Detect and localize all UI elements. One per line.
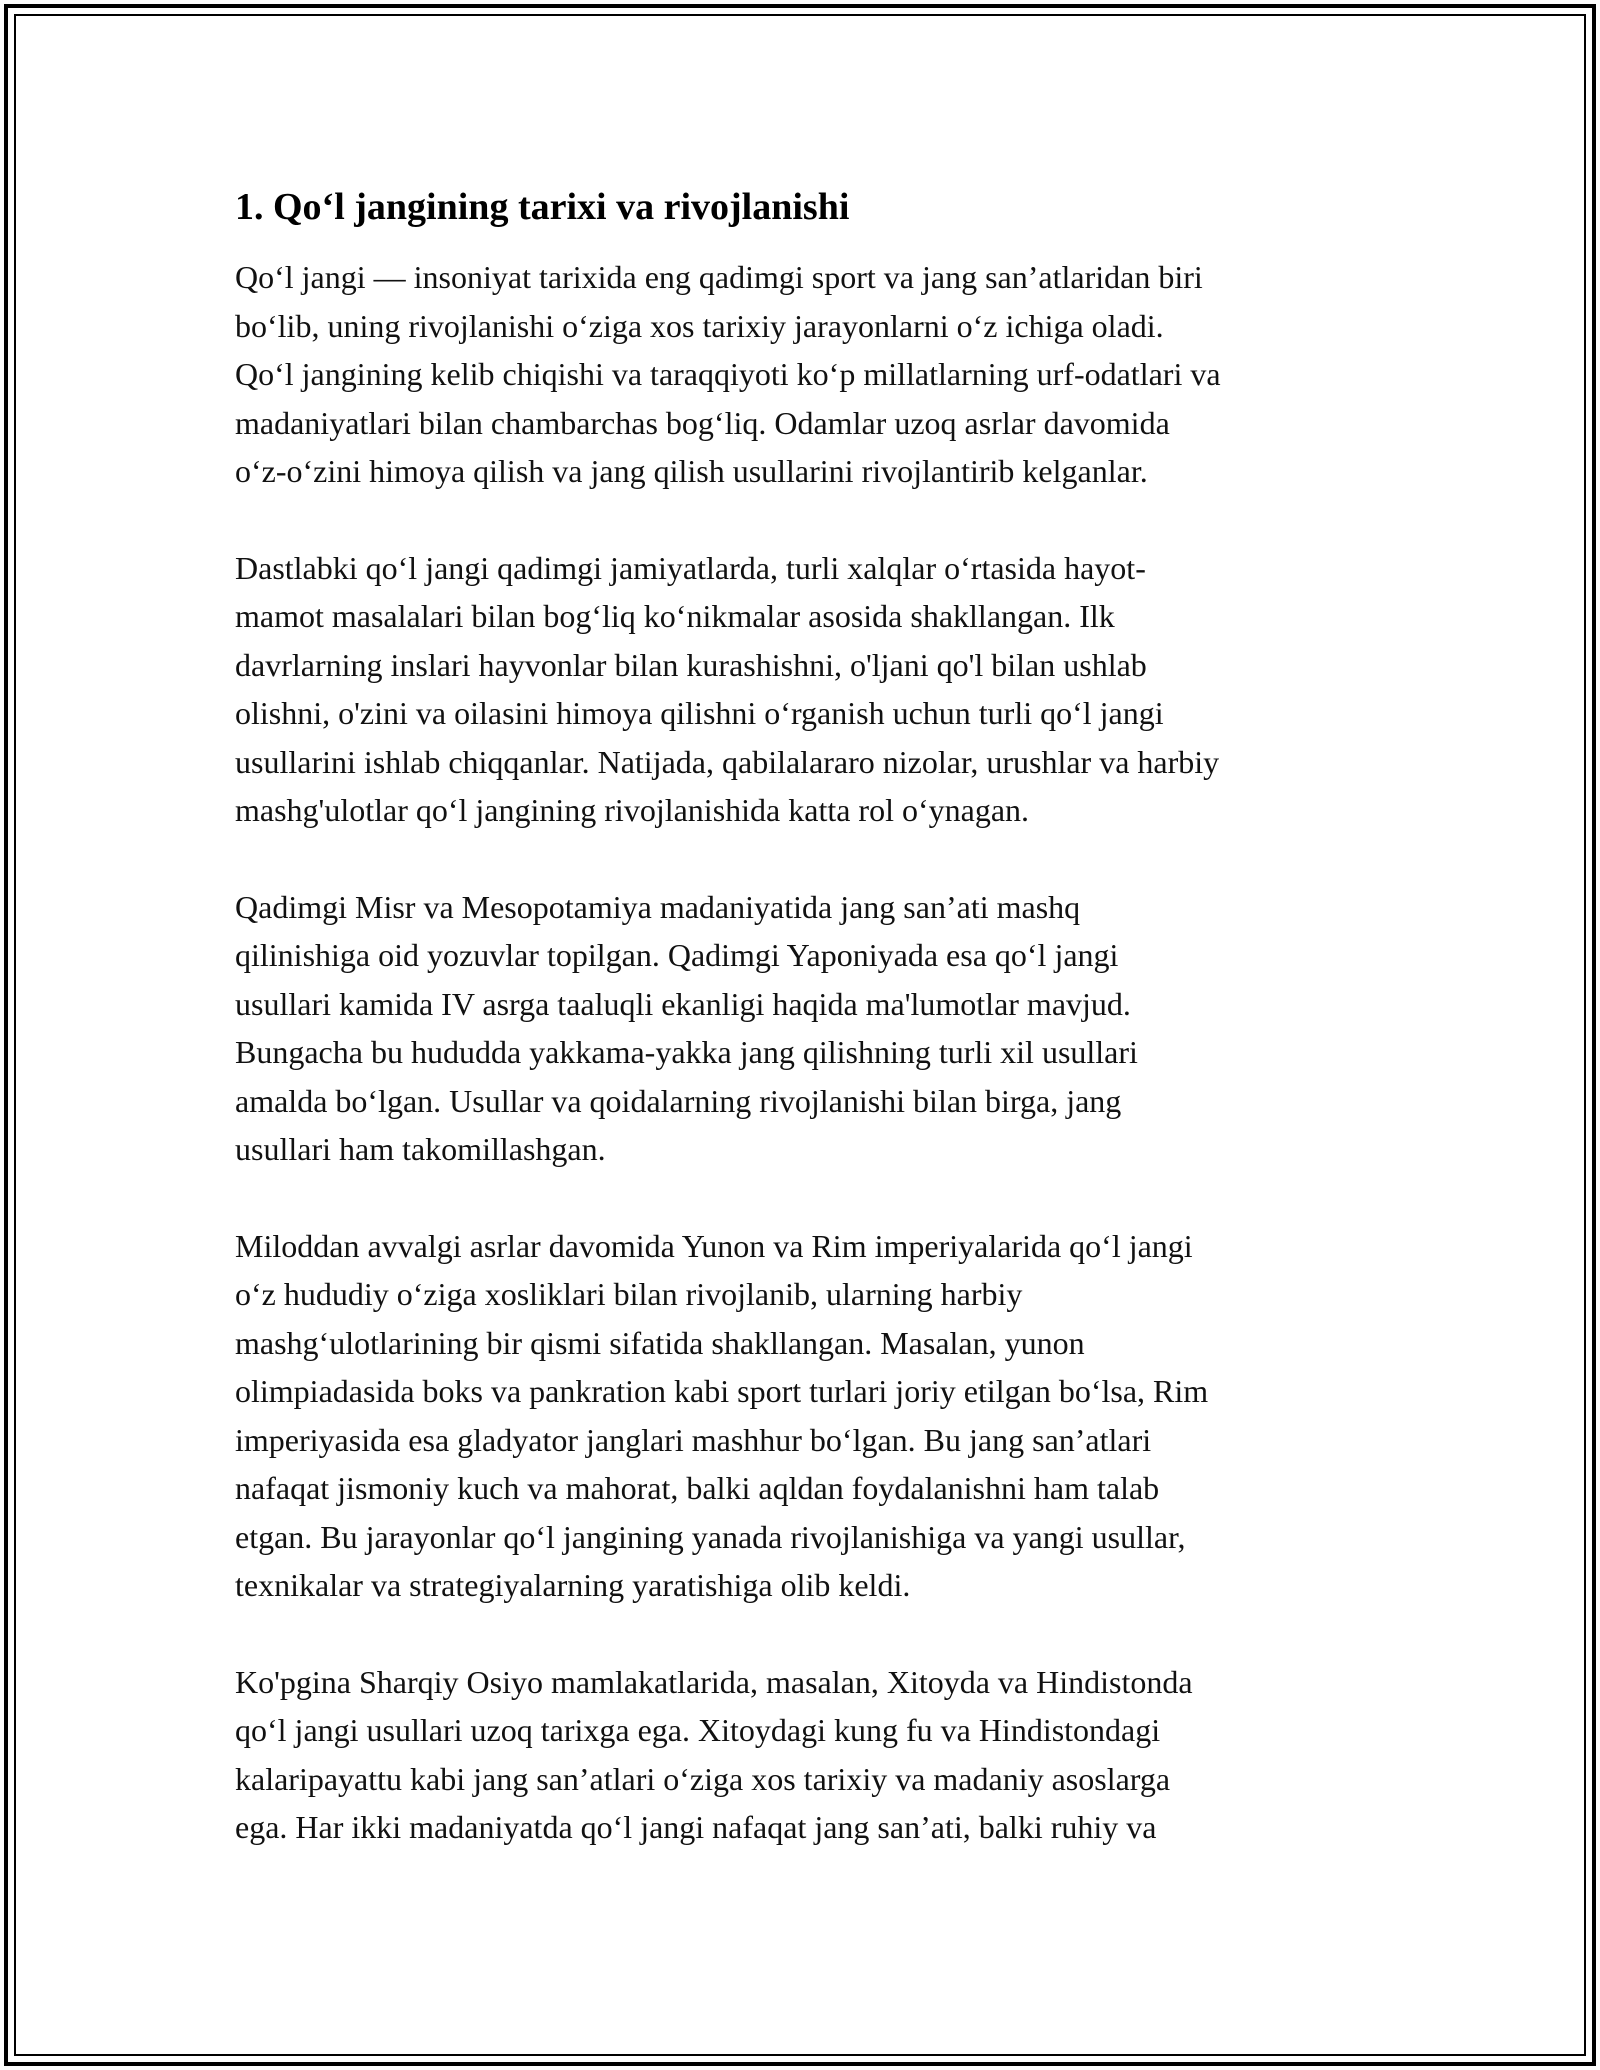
text-line: mashg'ulotlar qo‘l jangining rivojlanishida katta rol o‘ynagan. xyxy=(235,792,1030,828)
text-line: olimpiadasida boks va pankration kabi sport turlari joriy etilgan bo‘lsa, Rim xyxy=(235,1373,1209,1409)
text-line: usullari ham takomillashgan. xyxy=(235,1131,606,1167)
text-line: usullarini ishlab chiqqanlar. Natijada, qabilalararo nizolar, urushlar va harbiy xyxy=(235,743,1220,780)
document-body xyxy=(235,183,1385,1900)
text-line: mashg‘ulotlarining bir qismi sifatida shakllangan. Masalan, yunon xyxy=(235,1324,1085,1361)
text-line: qo‘l jangi usullari uzoq tarixga ega. Xitoydagi kung fu va Hindistondagi xyxy=(235,1712,1161,1748)
text-line: Bungacha bu hududda yakkama-yakka jang qilishning turli xil usullari xyxy=(235,1034,1138,1070)
text-line: qilinishiga oid yozuvlar topilgan. Qadimgi Yaponiyada esa qo‘l jangi xyxy=(235,937,1119,973)
text-line: amalda bo‘lgan. Usullar va qoidalarning rivojlanishi bilan birga, jang xyxy=(235,1082,1122,1119)
paragraph-5 xyxy=(235,1658,1385,1852)
text-line: o‘z hududiy o‘ziga xosliklari bilan rivojlanib, ularning harbiy xyxy=(235,1276,1023,1312)
text-line: usullari kamida IV asrga taaluqli ekanligi haqida ma'lumotlar mavjud. xyxy=(235,985,1131,1022)
text-line: davrlarning inslari hayvonlar bilan kurashishni, o'ljani qo'l bilan ushlab xyxy=(235,646,1147,683)
text-line: ega. Har ikki madaniyatda qo‘l jangi nafaqat jang san’ati, balki ruhiy va xyxy=(235,1809,1157,1845)
text-line: madaniyatlari bilan chambarchas bog‘liq. Odamlar uzoq asrlar davomida xyxy=(235,404,1170,441)
text-line: Miloddan avvalgi asrlar davomida Yunon va Rim imperiyalarida qo‘l jangi xyxy=(235,1227,1193,1264)
text-line: Qo‘l jangi — insoniyat tarixida eng qadimgi sport va jang san’atlaridan biri xyxy=(235,259,1203,295)
text-line: imperiyasida esa gladyator janglari mashhur bo‘lgan. Bu jang san’atlari xyxy=(235,1421,1152,1458)
text-line: mamot masalalari bilan bog‘liq ko‘nikmalar asosida shakllangan. Ilk xyxy=(235,598,1115,634)
text-line: Dastlabki qo‘l jangi qadimgi jamiyatlarda, turli xalqlar o‘rtasida hayot- xyxy=(235,549,1146,586)
text-line: etgan. Bu jarayonlar qo‘l jangining yanada rivojlanishiga va yangi usullar, xyxy=(235,1518,1186,1555)
text-line: Ko'pgina Sharqiy Osiyo mamlakatlarida, masalan, Xitoyda va Hindistonda xyxy=(235,1663,1193,1700)
text-line: nafaqat jismoniy kuch va mahorat, balki aqldan foydalanishni ham talab xyxy=(235,1470,1160,1506)
text-line: kalaripayattu kabi jang san’atlari o‘ziga xos tarixiy va madaniy asoslarga xyxy=(235,1760,1171,1797)
text-line: bo‘lib, uning rivojlanishi o‘ziga xos tarixiy jarayonlarni o‘z ichiga oladi. xyxy=(235,307,1164,344)
section-heading: 1. Qo‘l jangining tarixi va rivojlanishi xyxy=(235,186,850,228)
text-line: o‘z-o‘zini himoya qilish va jang qilish usullarini rivojlantirib kelganlar. xyxy=(235,453,1148,489)
paragraph-1 xyxy=(235,253,1385,496)
paragraph-4 xyxy=(235,1222,1385,1610)
paragraph-2 xyxy=(235,544,1385,835)
paragraph-3 xyxy=(235,883,1385,1174)
text-line: texnikalar va strategiyalarning yaratishiga olib keldi. xyxy=(235,1567,911,1603)
text-line: Qadimgi Misr va Mesopotamiya madaniyatida jang san’ati mashq xyxy=(235,888,1081,925)
text-line: olishni, o'zini va oilasini himoya qilishni o‘rganish uchun turli qo‘l jangi xyxy=(235,695,1164,731)
text-line: Qo‘l jangining kelib chiqishi va taraqqiyoti ko‘p millatlarning urf-odatlari va xyxy=(235,356,1221,392)
